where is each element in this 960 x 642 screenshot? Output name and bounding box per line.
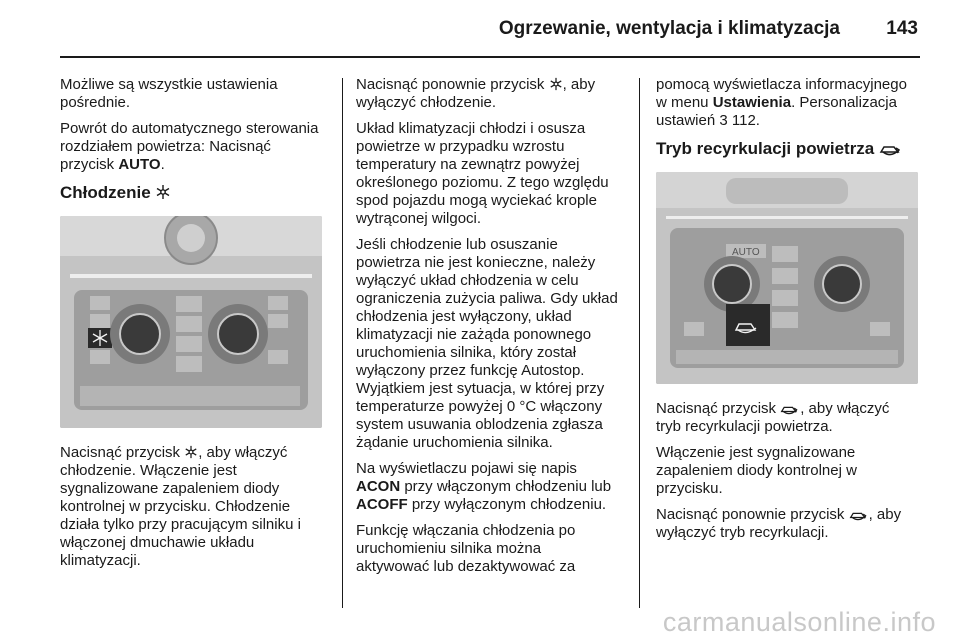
text: , aby wyłączyć chłodzenie.	[356, 76, 596, 111]
text: . Personalizacja ustawień	[656, 94, 897, 129]
header-rule	[60, 56, 920, 58]
acon-label: ACON	[356, 478, 401, 495]
recirculation-car-icon	[879, 142, 903, 156]
text: Nacisnąć przycisk	[656, 400, 781, 417]
paragraph	[356, 76, 618, 112]
text: Na wyświetlaczu pojawi się napis	[356, 460, 577, 477]
paragraph	[356, 460, 618, 514]
paragraph	[60, 444, 322, 570]
column-2	[356, 76, 618, 584]
paragraph	[656, 76, 918, 130]
column-divider	[342, 78, 343, 608]
recirculation-car-icon	[849, 509, 869, 521]
text: przy wyłączonym chłodzeniu.	[407, 496, 607, 513]
paragraph: Jeśli chłodzenie lub osuszanie powietrza nie jest konieczne, należy wyłączyć układ chłodzenia w celu ograniczenia zużycia paliwa. Gdy układ chłodzenia jest wyłączony, układ klimatyzacji nie zażąda ponownego uruchomienia silnika, który został wyłączony przez funkcję Autostop. Wyjątkiem jest sytuacja, w której przy temperaturze powyżej 0 °C włączony system usuwania oblodzenia zgłasza żądanie uruchomienia silnika.	[356, 236, 618, 451]
page-title: Ogrzewanie, wentylacja i klimatyzacja	[498, 18, 840, 39]
text: Powrót do automatycznego sterowania rozdziałem powietrza: Nacisnąć przycisk	[60, 120, 319, 173]
text: , aby wyłączyć tryb recyrkulacji.	[656, 506, 902, 541]
snowflake-icon	[155, 184, 171, 200]
heading-text: Tryb recyrkulacji powietrza	[656, 139, 875, 158]
text: pomocą wyświetlacza informacyjnego w menu	[656, 76, 907, 111]
text: Nacisnąć przycisk	[60, 444, 185, 461]
menu-name-settings: Ustawienia	[712, 94, 792, 111]
column-3	[656, 76, 918, 550]
paragraph	[656, 506, 918, 542]
panel-auto-label: AUTO	[732, 247, 760, 258]
paragraph	[656, 400, 918, 436]
text: , aby włączyć chłodzenie. Włączenie jest sygnalizowane zapaleniem diody kontrolnej w przycisku. Chłodzenie działa tylko przy pracującym silniku i włączonej dmuchawie układu klimatyzacji.	[60, 444, 301, 569]
paragraph	[60, 120, 322, 174]
watermark: carmanualsonline.info	[662, 607, 936, 637]
page-reference: 3 112.	[719, 112, 760, 129]
recirculation-car-icon	[780, 403, 800, 415]
climate-panel-photo-cooling	[60, 216, 322, 428]
section-heading-recirculation	[656, 140, 918, 158]
page-header	[0, 0, 960, 58]
text: przy włączonym chłodzeniu lub	[400, 478, 612, 495]
text: Nacisnąć ponownie przycisk	[656, 506, 849, 523]
paragraph: Układ klimatyzacji chłodzi i osusza powietrze w przypadku wzrostu temperatury na zewnątrz powyżej określonego poziomu. Z tego względu spod pojazdu mogą wyciekać krople wytrąconej wilgoci.	[356, 120, 609, 227]
snowflake-icon	[549, 77, 563, 91]
heading-text: Chłodzenie	[60, 183, 151, 202]
climate-panel-photo-recirculation	[656, 172, 918, 384]
auto-button-label: AUTO	[118, 156, 161, 173]
paragraph: Funkcję włączania chłodzenia po uruchomieniu silnika można aktywować lub dezaktywować za	[356, 522, 576, 575]
text: Nacisnąć ponownie przycisk	[356, 76, 549, 93]
page-number: 143	[886, 18, 918, 39]
column-1	[60, 76, 322, 578]
acoff-label: ACOFF	[356, 496, 408, 513]
paragraph: Włączenie jest sygnalizowane zapaleniem diody kontrolnej w przycisku.	[656, 444, 857, 497]
section-heading-cooling	[60, 184, 322, 202]
text: .	[160, 156, 165, 173]
paragraph: Możliwe są wszystkie ustawienia pośrednie.	[60, 76, 278, 111]
text: , aby włączyć tryb recyrkulacji powietrza.	[656, 400, 890, 435]
snowflake-icon	[184, 445, 198, 459]
column-divider	[639, 78, 640, 608]
